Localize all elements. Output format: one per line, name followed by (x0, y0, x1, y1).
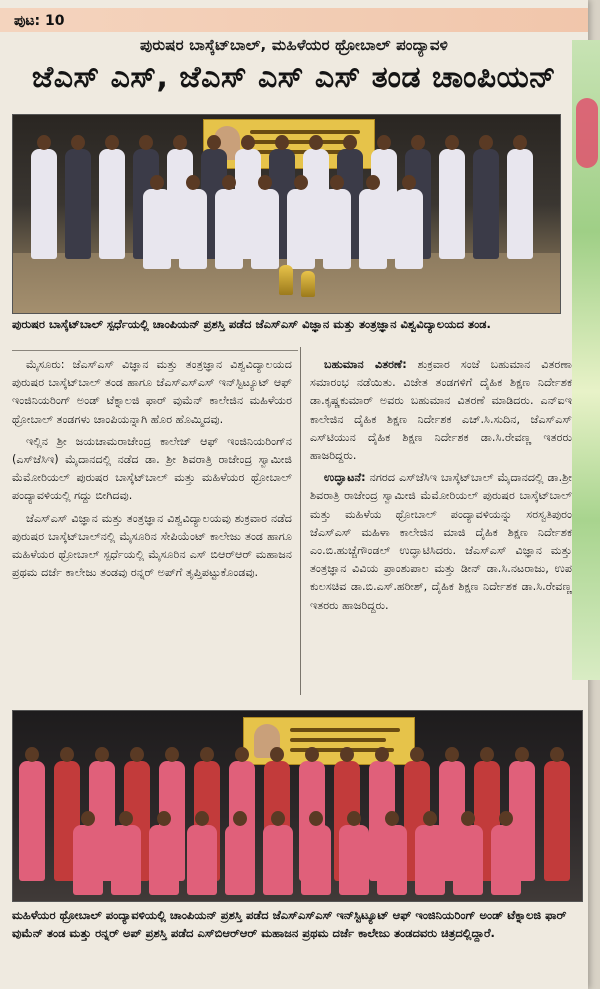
person-head (410, 747, 424, 762)
person-head (445, 135, 459, 150)
person-head (200, 747, 214, 762)
person-head (186, 175, 200, 190)
person-figure (359, 189, 387, 269)
person-head (375, 747, 389, 762)
person-figure (19, 761, 45, 881)
person-head (294, 175, 308, 190)
person-figure (179, 189, 207, 269)
article-column-left (12, 356, 292, 696)
person-figure (287, 189, 315, 269)
person-head (37, 135, 51, 150)
person-head (377, 135, 391, 150)
womens-team-photo (12, 710, 583, 902)
person-head (150, 175, 164, 190)
person-figure (377, 825, 407, 895)
person-figure (73, 825, 103, 895)
person-figure (225, 825, 255, 895)
photo2-caption: ಮಹಿಳೆಯರ ಥ್ರೋಬಾಲ್ ಪಂದ್ಯಾವಳಿಯಲ್ಲಿ ಚಾಂಪಿಯನ್ ಪ್ರಶಸ್ತಿ ಪಡೆದ ಜೆಎಸ್‌ಎಸ್‌ಎಸ್ ಇನ್‌ಸ್ಟಿಟ್ಯೂಟ್ ಆಫ್ ಇಂಜಿನಿಯರಿಂಗ್ ಅಂಡ್ ಟೆಕ್ನಾಲಜಿ ಫಾರ್ ವುಮೆನ್ ತಂಡ ಮತ್ತು ರನ್ನರ್ ಅಪ್ ಪ್ರಶಸ್ತಿ ಪಡೆದ ಎಸ್‌ಬಿಆರ್‌ಆರ್ ಮಹಾಜನ ಪ್ರಥಮ ದರ್ಜೆ ಕಾಲೇಜು ತಂಡದವರು ಚಿತ್ರದಲ್ಲಿದ್ದಾರೆ. (12, 908, 567, 940)
person-figure (143, 189, 171, 269)
person-head (411, 135, 425, 150)
mens-team-photo (12, 114, 561, 314)
person-figure (187, 825, 217, 895)
person-figure (473, 149, 499, 259)
person-head (207, 135, 221, 150)
person-head (258, 175, 272, 190)
person-figure (339, 825, 369, 895)
page-header-band (0, 8, 588, 32)
paragraph: ಇಲ್ಲಿನ ಶ್ರೀ ಜಯಚಾಮರಾಜೇಂದ್ರ ಕಾಲೇಜ್ ಆಫ್ ಇಂಜಿನಿಯರಿಂಗ್‌ನ (ಎಸ್‌ಜೆಸಿಇ) ಮೈದಾನದಲ್ಲಿ ನಡೆದ ಡಾ. ಶ್ರೀ ಶಿವರಾತ್ರಿ ರಾಜೇಂದ್ರ ಸ್ವಾಮೀಜಿ ಮೆಮೋರಿಯಲ್ ಪುರುಷರ ಬಾಸ್ಕೆಟ್‌ಬಾಲ್ ಮತ್ತು ಮಹಿಳೆಯರ ಥ್ರೋಬಾಲ್ ಪಂದ್ಯಾವಳಿಯಲ್ಲಿ ಗದ್ದು ಬೀಗಿದವು. (12, 434, 292, 503)
person-figure (65, 149, 91, 259)
person-figure (149, 825, 179, 895)
person-figure (507, 149, 533, 259)
person-figure (215, 189, 243, 269)
banner-text-line (290, 728, 400, 732)
person-head (330, 175, 344, 190)
person-head (445, 747, 459, 762)
trophy (279, 265, 293, 295)
ad-graphic (576, 98, 598, 168)
person-head (271, 811, 285, 826)
photo1-caption: ಪುರುಷರ ಬಾಸ್ಕೆಟ್‌ಬಾಲ್ ಸ್ಪರ್ಧೆಯಲ್ಲಿ ಚಾಂಪಿಯನ್ ಪ್ರಶಸ್ತಿ ಪಡೆದ ಜೆಎಸ್‌ಎಸ್ ವಿಜ್ಞಾನ ಮತ್ತು ತಂತ್ರಜ್ಞಾನ ವಿಶ್ವವಿದ್ಯಾಲಯದ ತಂಡ. (12, 317, 491, 331)
person-head (513, 135, 527, 150)
person-head (81, 811, 95, 826)
banner-text-line (250, 140, 346, 144)
article-subheadline: ಪುರುಷರ ಬಾಸ್ಕೆಟ್‌ಬಾಲ್, ಮಹಿಳೆಯರ ಥ್ರೋಬಾಲ್ ಪಂದ್ಯಾವಳಿ (139, 36, 449, 54)
paragraph: ಶುಕ್ರವಾರ ಸಂಜೆ ಬಹುಮಾನ ವಿತರಣಾ ಸಮಾರಂಭ ನಡೆಯಿತು. ವಿಜೇತ ತಂಡಗಳಿಗೆ ದೈಹಿಕ ಶಿಕ್ಷಣ ನಿರ್ದೇಶಕ ಡಾ.ಕೃಷ್ಣಕುಮಾರ್ ಅವರು ಬಹುಮಾನ ವಿತರಣೆ ಮಾಡಿದರು. ಎನ್‌ಐಇ ಕಾಲೇಜಿನ ದೈಹಿಕ ಶಿಕ್ಷಣ ನಿರ್ದೇಶಕ ಎಚ್.ಸಿ.ಸುದಿನ, ಜೆಎಸ್‌ಎಸ್ ಎಸ್‌ಟಿಯುನ ದೈಹಿಕ ಶಿಕ್ಷಣ ನಿರ್ದೇಶಕ ಡಾ.ಸಿ.ರೇವಣ್ಣ ಇತರರು ಹಾಜರಿದ್ದರು. (310, 358, 572, 463)
person-head (423, 811, 437, 826)
person-head (71, 135, 85, 150)
person-head (165, 747, 179, 762)
person-head (461, 811, 475, 826)
person-figure (323, 189, 351, 269)
person-head (235, 747, 249, 762)
event-banner (243, 717, 415, 765)
person-head (195, 811, 209, 826)
person-head (309, 135, 323, 150)
article-headline: ಜೆಎಸ್ ಎಸ್, ಜೆಎಸ್ ಎಸ್ ಎಸ್ ತಂಡ ಚಾಂಪಿಯನ್ (31, 60, 557, 95)
paragraph: ಜೆಎಸ್‌ಎಸ್ ವಿಜ್ಞಾನ ಮತ್ತು ತಂತ್ರಜ್ಞಾನ ವಿಶ್ವವಿದ್ಯಾಲಯವು ಶುಕ್ರವಾರ ನಡೆದ ಪುರುಷರ ಬಾಸ್ಕೆಟ್‌ಬಾಲ್‌ನಲ್ಲಿ ಮೈಸೂರಿನ ಸೇಪಿಯೆಂಟ್ ಕಾಲೇಜು ತಂಡ ಹಾಗೂ ಮಹಿಳೆಯರ ಥ್ರೋಬಾಲ್ ಸ್ಪರ್ಧೆಯಲ್ಲಿ ಮೈಸೂರಿನ ಎಸ್ ಬಿಆರ್‌ಆರ್ ಮಹಾಜನ ಪ್ರಥಮ ದರ್ಜೆ ಕಾಲೇಜು ತಂಡವು ರನ್ನರ್ ಅಪ್‌ಗೆ ತೃಪ್ತಿಪಟ್ಟುಕೊಂಡವು. (12, 511, 292, 580)
person-figure (111, 825, 141, 895)
person-head (343, 135, 357, 150)
banner-text-line (250, 130, 360, 134)
person-figure (31, 149, 57, 259)
column-divider (300, 347, 301, 695)
person-figure (395, 189, 423, 269)
page-number: ಪುಟ: 10 (14, 13, 65, 29)
person-figure (415, 825, 445, 895)
person-head (275, 135, 289, 150)
person-head (157, 811, 171, 826)
person-head (25, 747, 39, 762)
person-head (385, 811, 399, 826)
person-head (550, 747, 564, 762)
person-figure (439, 149, 465, 259)
paragraph: ನಗರದ ಎಸ್‌ಜೆಸಿಇ ಬಾಸ್ಕೆಟ್‌ಬಾಲ್ ಮೈದಾನದಲ್ಲಿ ಡಾ.ಶ್ರೀ ಶಿವರಾತ್ರಿ ರಾಜೇಂದ್ರ ಸ್ವಾಮೀಜಿ ಮೆಮೋರಿಯಲ್ ಪುರುಷರ ಬಾಸ್ಕೆಟ್‌ಬಾಲ್ ಮತ್ತು ಮಹಿಳೆಯ ಥ್ರೋಬಾಲ್ ಪಂದ್ಯಾವಳಿಯನ್ನು ಸರಸ್ವತಿಪುರಂ ಜೆಎಸ್‌ಎಸ್ ಮಹಿಳಾ ಕಾಲೇಜಿನ ಮಾಜಿ ದೈಹಿಕ ಶಿಕ್ಷಣ ನಿರ್ದೇಶಕ ಎಂ.ಬಿ.ಹುಚ್ಚೆಗೌಂಡಲ್ ಉದ್ಘಾಟಿಸಿದರು. ಜೆಎಸ್‌ಎಸ್ ವಿಜ್ಞಾನ ಮತ್ತು ತಂತ್ರಜ್ಞಾನ ವಿವಿಯ ಪ್ರಾಂಶುಪಾಲ ಮತ್ತು ಡೀನ್ ಡಾ.ಸಿ.ನಟರಾಜು, ಉಪ ಕುಲಸಚಿವ ಡಾ.ಬಿ.ಎಸ್.ಹರೀಶ್, ದೈಹಿಕ ಶಿಕ್ಷಣ ನಿರ್ದೇಶಕ ಡಾ.ಸಿ.ರೇವಣ್ಣ ಇತರರು ಹಾಜರಿದ್ದರು. (310, 471, 572, 612)
person-figure (263, 825, 293, 895)
person-head (479, 135, 493, 150)
person-head (119, 811, 133, 826)
section-lead-inauguration: ಉದ್ಘಾಟನೆ: (324, 471, 366, 485)
person-figure (301, 825, 331, 895)
person-head (270, 747, 284, 762)
person-figure (453, 825, 483, 895)
person-head (139, 135, 153, 150)
person-figure (99, 149, 125, 259)
banner-text-line (290, 738, 386, 742)
person-head (402, 175, 416, 190)
person-figure (251, 189, 279, 269)
person-figure (544, 761, 570, 881)
person-head (241, 135, 255, 150)
column-rule-top (12, 350, 298, 351)
section-lead-prize: ಬಹುಮಾನ ವಿತರಣೆ: (324, 358, 407, 371)
person-head (309, 811, 323, 826)
person-head (480, 747, 494, 762)
person-head (233, 811, 247, 826)
person-head (340, 747, 354, 762)
person-head (105, 135, 119, 150)
person-head (515, 747, 529, 762)
person-head (366, 175, 380, 190)
person-head (305, 747, 319, 762)
paragraph: ಮೈಸೂರು: ಜೆಎಸ್‌ಎಸ್ ವಿಜ್ಞಾನ ಮತ್ತು ತಂತ್ರಜ್ಞಾನ ವಿಶ್ವವಿದ್ಯಾಲಯದ ಪುರುಷರ ಬಾಸ್ಕೆಟ್‌ಬಾಲ್ ತಂಡ ಹಾಗೂ ಜೆಎಸ್‌ಎಸ್‌ಎಸ್ ಇನ್‌ಸ್ಟಿಟ್ಯೂಟ್ ಆಫ್ ಇಂಜಿನಿಯರಿಂಗ್ ಅಂಡ್ ಟೆಕ್ನಾಲಜಿ ಫಾರ್ ವುಮೆನ್ ಕಾಲೇಜಿನ ಮಹಿಳೆಯರ ಥ್ರೋಬಾಲ್ ತಂಡಗಳು ಚಾಂಪಿಯನ್ನಾಗಿ ಹೊರ ಹೊಮ್ಮಿದವು. (12, 358, 292, 426)
person-head (222, 175, 236, 190)
person-head (130, 747, 144, 762)
article-column-right (310, 356, 572, 696)
trophy (301, 271, 315, 297)
person-head (173, 135, 187, 150)
person-head (60, 747, 74, 762)
person-head (347, 811, 361, 826)
side-advertisement (572, 40, 600, 680)
person-figure (491, 825, 521, 895)
person-head (499, 811, 513, 826)
person-head (95, 747, 109, 762)
